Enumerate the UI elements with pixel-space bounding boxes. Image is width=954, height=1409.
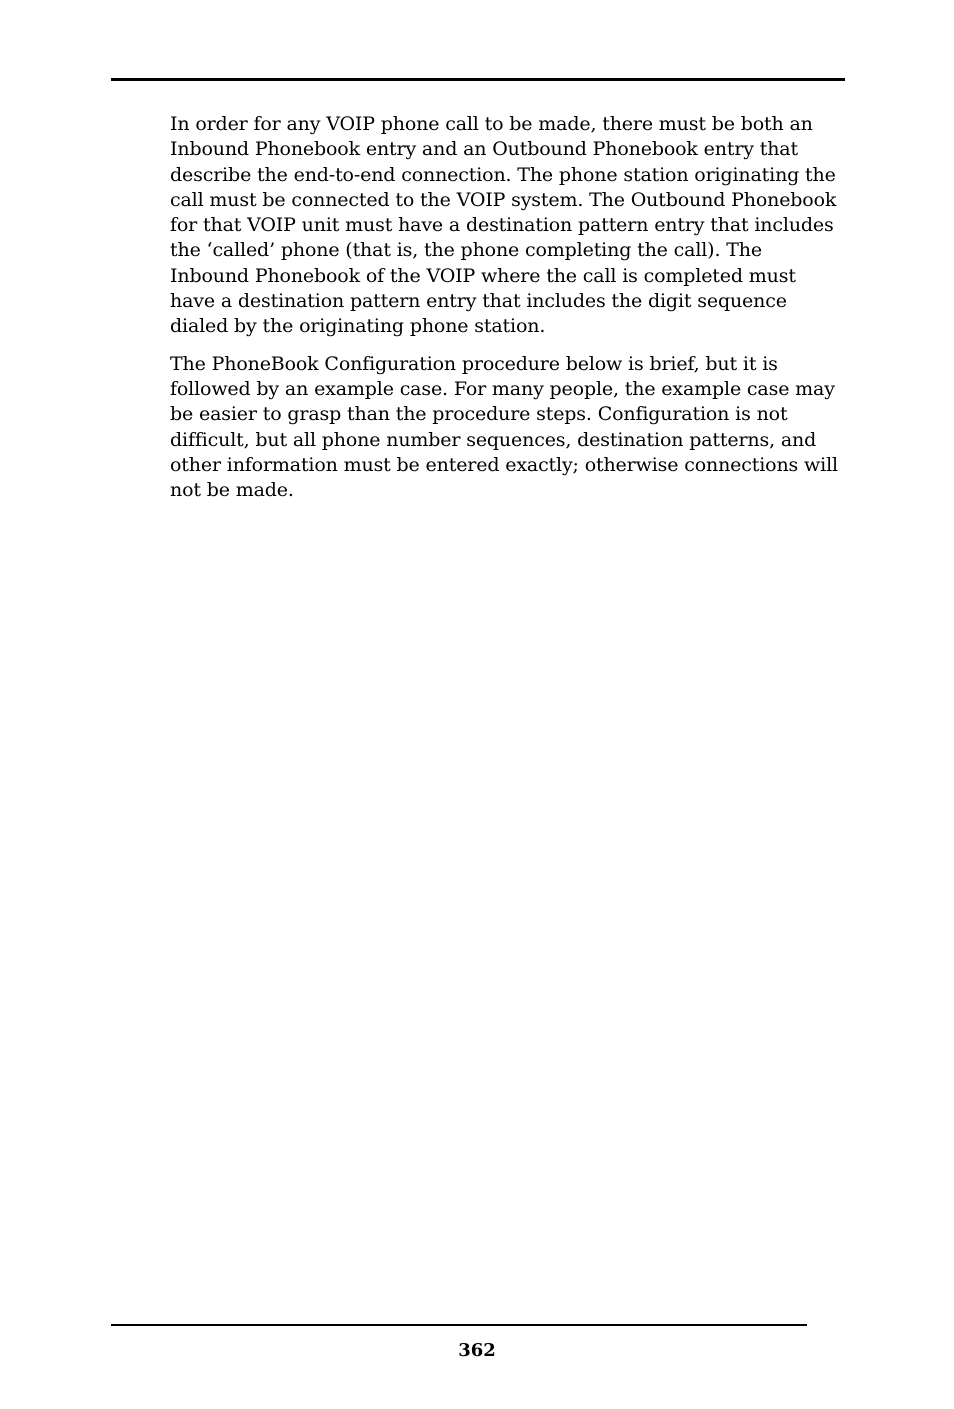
- header-rule: [111, 78, 845, 81]
- paragraph-phonebook-configuration-intro: The PhoneBook Configuration procedure below is brief, but it is followed by an example case. For many people, the example case may be easier to grasp than the procedure steps. Configuration is not difficult, but all phone number sequences, destination patterns, and other information must be entered exactly; otherwise connections will not be made.: [170, 352, 838, 502]
- page-number: 362: [458, 1340, 496, 1361]
- page-body: [170, 112, 838, 515]
- footer-rule: [111, 1324, 807, 1326]
- paragraph-voip-call-requirements: In order for any VOIP phone call to be made, there must be both an Inbound Phonebook entry and an Outbound Phonebook entry that describe the end-to-end connection. The phone station originating the call must be connected to the VOIP system. The Outbound Phonebook for that VOIP unit must have a destination pattern entry that includes the ‘called’ phone (that is, the phone completing the call). The Inbound Phonebook of the VOIP where the call is completed must have a destination pattern entry that includes the digit sequence dialed by the originating phone station.: [170, 113, 837, 338]
